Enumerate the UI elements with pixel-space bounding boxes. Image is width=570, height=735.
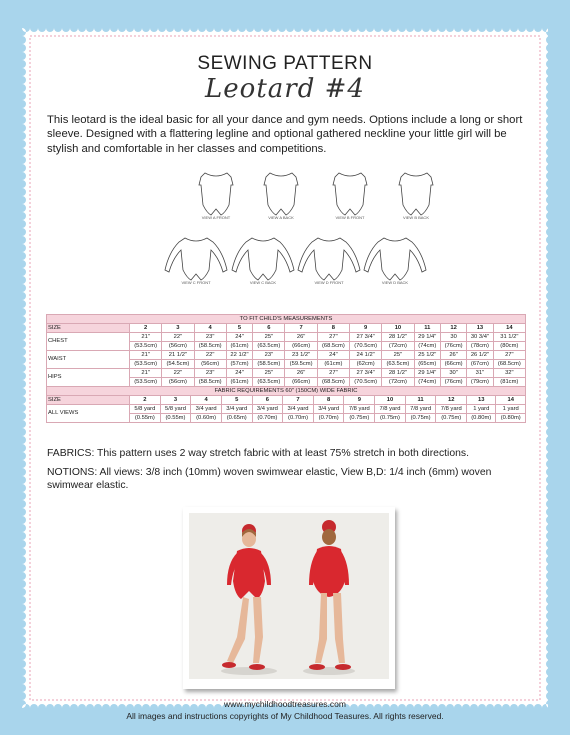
inch-cell: 28 1/2": [382, 369, 414, 378]
size-cell: 5: [226, 324, 252, 333]
cm-cell: (58.5cm): [194, 342, 226, 351]
yard-cell: 1 yard: [467, 405, 496, 414]
yard-cell: 7/8 yard: [436, 405, 467, 414]
cm-cell: (72cm): [382, 342, 414, 351]
meter-cell: (0.60m): [191, 414, 222, 423]
inch-cell: 24": [317, 351, 349, 360]
cm-cell: (57cm): [226, 360, 252, 369]
inch-cell: 32": [493, 369, 525, 378]
inch-cell: 23": [194, 333, 226, 342]
meter-cell: (0.75m): [375, 414, 406, 423]
inch-cell: 29 1/4": [414, 369, 440, 378]
inch-cell: 23 1/2": [285, 351, 317, 360]
inch-cell: 30 3/4": [467, 333, 493, 342]
yard-cell: 5/8 yard: [130, 405, 161, 414]
measurements-heading: TO FIT CHILD'S MEASUREMENTS: [47, 315, 526, 324]
yard-cell: 3/4 yard: [191, 405, 222, 414]
size-cell: 14: [493, 324, 525, 333]
inch-cell: 23": [194, 369, 226, 378]
size-cell: 3: [162, 324, 194, 333]
inch-cell: 29 1/4": [414, 333, 440, 342]
cm-cell: (66cm): [285, 342, 317, 351]
yard-cell: 3/4 yard: [252, 405, 283, 414]
size-cell: 2: [130, 324, 162, 333]
inch-cell: 25 1/2": [414, 351, 440, 360]
cm-cell: (56cm): [194, 360, 226, 369]
size-label: SIZE: [47, 324, 130, 333]
intro-text: This leotard is the ideal basic for all your dance and gym needs. Options include a long or short sleeve. Designed with a flattering legline and optional gathered neckline your little girl will be stylish and comfortable in her classes and competitions.: [47, 114, 523, 155]
fabric-heading: FABRIC REQUIREMENTS 60" (150CM) WIDE FABRIC: [47, 387, 526, 396]
row-label: HIPS: [47, 369, 130, 387]
size-cell: 13: [467, 324, 493, 333]
size-cell: 14: [496, 396, 526, 405]
meter-cell: (0.75m): [344, 414, 375, 423]
row-label: CHEST: [47, 333, 130, 351]
view-label: VIEW D BACK: [381, 280, 409, 285]
yard-cell: 7/8 yard: [344, 405, 375, 414]
meter-cell: (0.75m): [405, 414, 436, 423]
view-label: VIEW A FRONT: [201, 215, 231, 220]
inch-cell: 21": [130, 369, 162, 378]
view-label: VIEW B BACK: [402, 215, 429, 220]
cm-cell: (74cm): [414, 342, 440, 351]
cm-cell: (63.5cm): [253, 378, 285, 387]
cm-cell: (53.5cm): [130, 342, 162, 351]
cm-cell: (66cm): [440, 360, 466, 369]
cm-cell: (68.5cm): [317, 342, 349, 351]
size-cell: 4: [194, 324, 226, 333]
size-cell: 9: [344, 396, 375, 405]
inch-cell: 27": [493, 351, 525, 360]
inch-cell: 21 1/2": [162, 351, 194, 360]
inch-cell: 24": [226, 369, 252, 378]
view-label: VIEW D FRONT: [314, 280, 344, 285]
size-cell: 7: [283, 396, 314, 405]
pattern-card: [22, 28, 548, 721]
size-cell: 11: [414, 324, 440, 333]
size-cell: 8: [313, 396, 344, 405]
cm-cell: (72cm): [382, 378, 414, 387]
inch-cell: 26": [440, 351, 466, 360]
view-label: VIEW C BACK: [249, 280, 277, 285]
cm-cell: (61cm): [317, 360, 349, 369]
inch-cell: 22 1/2": [226, 351, 252, 360]
cm-cell: (61cm): [226, 378, 252, 387]
inch-cell: 27": [317, 333, 349, 342]
inch-cell: 27": [317, 369, 349, 378]
website-link[interactable]: www.mychildhoodtreasures.com: [224, 699, 346, 709]
cm-cell: (62cm): [350, 360, 382, 369]
view-label: VIEW A BACK: [268, 215, 294, 220]
meter-cell: (0.55m): [130, 414, 161, 423]
yard-cell: 3/4 yard: [313, 405, 344, 414]
inch-cell: 30": [440, 369, 466, 378]
notions-note: NOTIONS: All views: 3/8 inch (10mm) woven swimwear elastic, View B,D: 1/4 inch (6mm) woven swimwear elastic.: [47, 467, 492, 491]
inch-cell: 31": [467, 369, 493, 378]
meter-cell: (0.65m): [221, 414, 252, 423]
cm-cell: (66cm): [285, 378, 317, 387]
cm-cell: (59.5cm): [285, 360, 317, 369]
view-label: VIEW B FRONT: [335, 215, 365, 220]
meter-cell: (0.70m): [283, 414, 314, 423]
size-cell: 13: [467, 396, 496, 405]
pattern-name: Leotard #4: [205, 74, 365, 104]
size-cell: 6: [252, 396, 283, 405]
cm-cell: (65cm): [414, 360, 440, 369]
inch-cell: 25": [253, 369, 285, 378]
cm-cell: (68.5cm): [317, 378, 349, 387]
meter-cell: (0.55m): [160, 414, 191, 423]
measurements-table: [46, 314, 526, 387]
inch-cell: 31 1/2": [493, 333, 525, 342]
meter-cell: (0.80m): [496, 414, 526, 423]
size-cell: 12: [440, 324, 466, 333]
size-cell: 4: [191, 396, 222, 405]
size-cell: 12: [436, 396, 467, 405]
inch-cell: 25": [382, 351, 414, 360]
yard-cell: 7/8 yard: [375, 405, 406, 414]
meter-cell: (0.80m): [467, 414, 496, 423]
inch-cell: 25": [253, 333, 285, 342]
cm-cell: (56cm): [162, 378, 194, 387]
inch-cell: 30: [440, 333, 466, 342]
cm-cell: (58.5cm): [194, 378, 226, 387]
cm-cell: (70.5cm): [350, 342, 382, 351]
meter-cell: (0.70m): [313, 414, 344, 423]
cm-cell: (68.5cm): [493, 360, 525, 369]
cm-cell: (80cm): [493, 342, 525, 351]
size-cell: 7: [285, 324, 317, 333]
inch-cell: 26": [285, 333, 317, 342]
meter-cell: (0.75m): [436, 414, 467, 423]
size-cell: 10: [375, 396, 406, 405]
page-title: SEWING PATTERN: [197, 53, 373, 74]
cm-cell: (63.5cm): [382, 360, 414, 369]
size-cell: 11: [405, 396, 436, 405]
size-cell: 2: [130, 396, 161, 405]
inch-cell: 26 1/2": [467, 351, 493, 360]
copyright-text: All images and instructions copyrights of My Childhood Teasures. All rights reserved.: [126, 711, 444, 721]
inch-cell: 24 1/2": [350, 351, 382, 360]
cm-cell: (63.5cm): [253, 342, 285, 351]
size-cell: 6: [253, 324, 285, 333]
meter-cell: (0.70m): [252, 414, 283, 423]
cm-cell: (70.5cm): [350, 378, 382, 387]
yard-cell: 3/4 yard: [283, 405, 314, 414]
inch-cell: 22": [162, 333, 194, 342]
fabrics-note: FABRICS: This pattern uses 2 way stretch fabric with at least 75% stretch in both directions.: [47, 448, 469, 459]
card-content: [30, 36, 540, 721]
yard-cell: 3/4 yard: [221, 405, 252, 414]
cm-cell: (78cm): [467, 342, 493, 351]
cm-cell: (53.5cm): [130, 360, 162, 369]
cm-cell: (67cm): [467, 360, 493, 369]
inch-cell: 23": [253, 351, 285, 360]
yard-cell: 5/8 yard: [160, 405, 191, 414]
model-photo: [183, 507, 395, 689]
inch-cell: 21": [130, 351, 162, 360]
size-cell: 9: [350, 324, 382, 333]
cm-cell: (61cm): [226, 342, 252, 351]
cm-cell: (54.5cm): [162, 360, 194, 369]
photo-illustration: [189, 513, 389, 679]
cm-cell: (58.5cm): [253, 360, 285, 369]
inch-cell: 27 3/4": [350, 369, 382, 378]
cm-cell: (76cm): [440, 342, 466, 351]
size-cell: 8: [317, 324, 349, 333]
cm-cell: (79cm): [467, 378, 493, 387]
fabric-requirements-table: [46, 386, 526, 423]
cm-cell: (53.5cm): [130, 378, 162, 387]
view-label: VIEW C FRONT: [181, 280, 211, 285]
inch-cell: 21": [130, 333, 162, 342]
size-cell: 10: [382, 324, 414, 333]
inch-cell: 28 1/2": [382, 333, 414, 342]
row-label: ALL VIEWS: [47, 405, 130, 423]
cm-cell: (76cm): [440, 378, 466, 387]
size-cell: 3: [160, 396, 191, 405]
size-label: SIZE: [47, 396, 130, 405]
cm-cell: (56cm): [162, 342, 194, 351]
yard-cell: 1 yard: [496, 405, 526, 414]
yard-cell: 7/8 yard: [405, 405, 436, 414]
inch-cell: 22": [194, 351, 226, 360]
inch-cell: 27 3/4": [350, 333, 382, 342]
row-label: WAIST: [47, 351, 130, 369]
inch-cell: 24": [226, 333, 252, 342]
cm-cell: (74cm): [414, 378, 440, 387]
cm-cell: (81cm): [493, 378, 525, 387]
size-cell: 5: [221, 396, 252, 405]
inch-cell: 26": [285, 369, 317, 378]
inch-cell: 22": [162, 369, 194, 378]
